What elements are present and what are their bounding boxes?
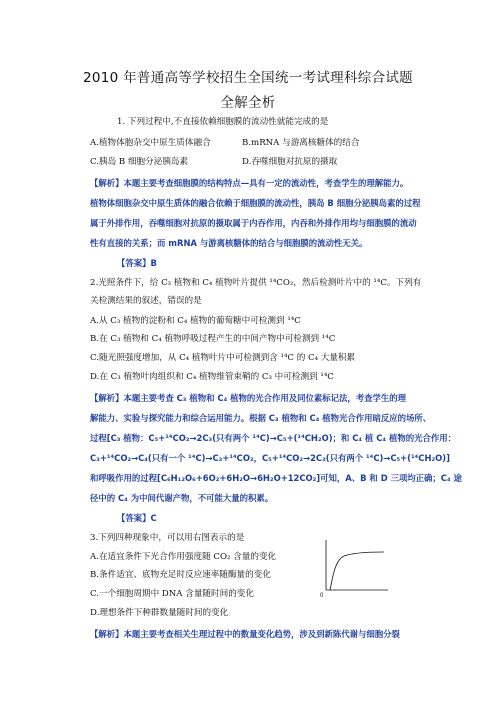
q3-stem: 3.下列四种现象中，可以用右图表示的是 (90, 533, 245, 543)
exam-subtitle: 全解全析 (220, 95, 276, 111)
q2-analysis-line-6: 径中的 C₄ 为中间代谢产物，不可能大量的积累。 (90, 493, 274, 503)
exam-title: 2010 年普通高等学校招生全国统一考试理科综合试题 (83, 70, 413, 86)
q1-analysis-line-1: 【解析】本题主要考查细胞膜的结构特点—具有一定的流动性，考查学生的理解能力。 (90, 178, 409, 188)
q2-analysis-line-5: 和呼吸作用的过程[C₆H₁₂O₆+6O₂+6H₂O→6H₂O+12CO₂]可知，A、B 和 D 三项均正确；C₄ 途 (90, 473, 462, 483)
q3-option-a: A.在适宜条件下光合作用强度随 CO₂ 含量的变化 (90, 552, 277, 562)
q2-option-a: A.从 C₃ 植物的淀粉和 C₄ 植物的葡萄糖中可检测到 ¹⁴C (90, 316, 301, 326)
q1-analysis-line-4: 性有直接的关系；而 mRNA 与游离核糖体的结合与细胞膜的流动性无关。 (90, 238, 368, 248)
q1-stem: 1. 下列过程中,不直接依赖细胞膜的流动性就能完成的是 (117, 117, 329, 127)
q1-option-b: B.mRNA 与游离核糖体的结合 (242, 138, 360, 148)
q2-stem-line-2: 关检测结果的叙述，错误的是 (90, 296, 202, 306)
saturation-curve-graph (318, 536, 390, 598)
q2-option-b: B.在 C₃ 植物和 C₄ 植物呼吸过程产生的中间产物中可检测到 ¹⁴C (90, 334, 336, 344)
q1-analysis-line-3: 属于外排作用，吞噬细胞对抗原的摄取属于内吞作用，内吞和外排作用均与细胞膜的流动 (90, 218, 417, 228)
q1-option-c: C.胰岛 B 细胞分泌胰岛素 (90, 157, 189, 167)
q1-answer: 【答案】B (117, 258, 157, 268)
q3-option-d: D.理想条件下种群数量随时间的变化 (90, 608, 229, 618)
q2-answer: 【答案】C (117, 513, 157, 523)
q2-analysis-line-3: 过程[C₃ 植物：C₅+¹⁴CO₂→2C₃(只有两个 ¹⁴C)→C₅+(¹⁴CH₂O)；和 C₄ 植 C₄ 植物的光合作用： (90, 433, 456, 443)
q1-option-d: D.吞噬细胞对抗原的摄取 (242, 157, 338, 167)
q3-option-b: B.条件适宜、底物充足时反应速率随酶量的变化 (90, 570, 271, 580)
q2-analysis-line-1: 【解析】本题主要考查 C₃ 植物和 C₄ 植物的光合作用及同位素标记法，考查学生的理 (90, 393, 407, 403)
q2-option-c: C.随光照强度增加，从 C₄ 植物叶片中可检测到含 ¹⁴C 的 C₄ 大量积累 (90, 353, 356, 363)
q2-analysis-line-4: C₃+¹⁴CO₂→C₄(只有一个 ¹⁴C)→C₃+¹⁴CO₂，C₅+¹⁴CO₂→2C₃(只有两个 ¹⁴C)→C₅+(¹⁴CH₂O)] (90, 453, 450, 463)
saturation-curve (330, 552, 384, 590)
q3-analysis-line-1: 【解析】本题主要考查相关生理过程中的数量变化趋势，涉及到新陈代谢与细胞分裂 (90, 629, 400, 639)
q1-option-a: A.植物体胞杂交中原生质体融合 (90, 138, 211, 148)
q2-stem-line-1: 2.光照条件下，给 C₃ 植物和 C₄ 植物叶片提供 ¹⁴CO₂，然后检测叶片中的 ¹⁴C。下列有 (90, 278, 422, 288)
q2-analysis-line-2: 解能力、实验与探究能力和综合运用能力。根据 C₃ 植物和 C₄ 植物光合作用暗反应的场所、 (90, 413, 432, 423)
q2-option-d: D.在 C₃ 植物叶肉组织和 C₄ 植物维管束鞘的 C₃ 中可检测到 ¹⁴C (90, 372, 334, 382)
q1-analysis-line-2: 植物体细胞杂交中原生质体的融合依赖于细胞膜的流动性，胰岛 B 细胞分泌胰岛素的过程 (90, 198, 421, 208)
q3-option-c: C.一个细胞周期中 DNA 含量随时间的变化 (90, 589, 254, 599)
graph-origin-label: 0 (320, 593, 324, 598)
